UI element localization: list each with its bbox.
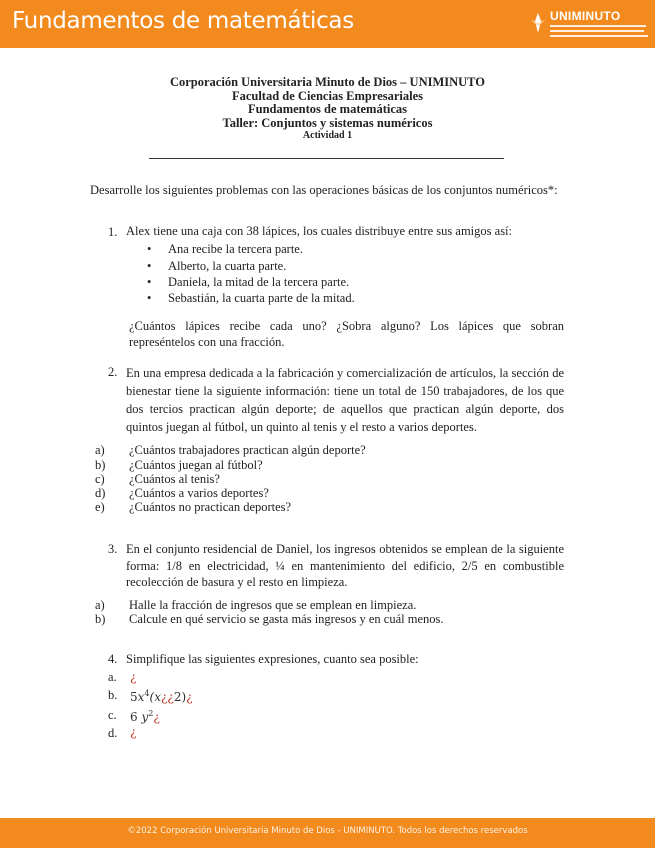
q3-text: En el conjunto residencial de Daniel, los ingresos obtenidos se emplean de la siguiente forma: 1/8 en electricidad, ¼ en mantenimiento del edificio, 2/5 en combustible recolección de basura y el resto en limpieza. [126, 542, 564, 589]
header-activity: Actividad 1 [302, 130, 353, 141]
header-course: Fundamentos de matemáticas [247, 102, 407, 116]
bullet-icon: • [147, 291, 152, 305]
logo-tagline-line [550, 30, 644, 32]
bullet-icon: • [147, 242, 152, 256]
logo-tagline-line [550, 35, 648, 37]
q4-number: 4. [108, 652, 118, 666]
q4-expression-d [130, 725, 136, 741]
q1-bullet: Daniela, la mitad de la tercera parte. [168, 275, 350, 289]
q3-item: Calcule en qué servicio se gasta más ingresos y en cuál menos. [129, 612, 444, 626]
uniminuto-logo [530, 9, 648, 39]
q1-bullet: Sebastián, la cuarta parte de la mitad. [168, 291, 355, 305]
q1-text: Alex tiene una caja con 38 lápices, los cuales distribuye entre sus amigos así: [126, 224, 512, 238]
q2-item: ¿Cuántos no practican deportes? [129, 500, 292, 514]
banner-title: Fundamentos de matemáticas [12, 8, 354, 34]
q4-item-letter: a. [108, 670, 117, 684]
q1-number: 1. [108, 225, 118, 239]
logo-mark-icon [530, 12, 546, 34]
q4-expression-b: $5x^4(x¿¿2)¿$ [130, 689, 193, 704]
q2-item: ¿Cuántos trabajadores practican algún deporte? [129, 443, 366, 457]
header-workshop: Taller: Conjuntos y sistemas numéricos [222, 115, 433, 130]
footer-copyright: ©2022 Corporación Universitaria Minuto de Dios - UNIMINUTO. Todos los derechos reservados [127, 826, 528, 836]
q1-bullet: Alberto, la cuarta parte. [168, 259, 287, 273]
q3-item-letter: b) [95, 612, 106, 626]
q2-item: ¿Cuántos a varios deportes? [129, 486, 269, 500]
q2-item-letter: b) [95, 458, 106, 472]
q3-number: 3. [108, 542, 118, 556]
q3-item-letter: a) [95, 598, 105, 612]
q2-item-letter: d) [95, 486, 106, 500]
q4-expression-a [130, 670, 136, 686]
bullet-icon: • [147, 275, 152, 289]
q4-item-letter: c. [108, 708, 117, 722]
q2-item-letter: a) [95, 443, 105, 457]
q2-item: ¿Cuántos al tenis? [129, 472, 220, 486]
q2-item-letter: c) [95, 472, 105, 486]
placeholder-glyph: ¿ [130, 725, 137, 739]
footer-banner [0, 818, 655, 848]
q2-item-letter: e) [95, 500, 105, 514]
q1-question: ¿Cuántos lápices recibe cada uno? ¿Sobra alguno? Los lápices que sobran represéntelos con una fracción. [129, 319, 564, 349]
logo-name: UNIMINUTO [550, 9, 621, 23]
document-header [0, 76, 655, 141]
q4-text: Simplifique las siguientes expresiones, cuanto sea posible: [126, 652, 419, 666]
top-banner [0, 0, 655, 48]
header-divider [149, 158, 504, 159]
logo-tagline-line [550, 25, 646, 27]
q4-item-letter: d. [108, 726, 118, 740]
header-faculty: Facultad de Ciencias Empresariales [231, 88, 424, 103]
placeholder-glyph: ¿ [130, 670, 137, 684]
q3-item: Halle la fracción de ingresos que se emplean en limpieza. [129, 598, 417, 612]
q2-number: 2. [108, 365, 118, 379]
q2-text: En una empresa dedicada a la fabricación y comercialización de artículos, la sección de bienestar tiene la siguiente información: tiene un total de 150 trabajadores, de los que dos tercios practican algún deporte; de aquellos que practican algún deporte, dos quintos juegan al fútbol, un quinto al tenis y el resto a varios deportes. [126, 366, 564, 434]
header-institution: Corporación Universitaria Minuto de Dios – UNIMINUTO [169, 75, 486, 89]
bullet-icon: • [147, 259, 152, 273]
q2-item: ¿Cuántos juegan al fútbol? [129, 458, 263, 472]
q4-expression-c: 6 $y^2¿$ [130, 709, 160, 724]
intro-paragraph: Desarrolle los siguientes problemas con las operaciones básicas de los conjuntos numéricos*: [90, 183, 558, 197]
q1-bullet: Ana recibe la tercera parte. [168, 242, 303, 256]
q4-item-letter: b. [108, 688, 118, 702]
